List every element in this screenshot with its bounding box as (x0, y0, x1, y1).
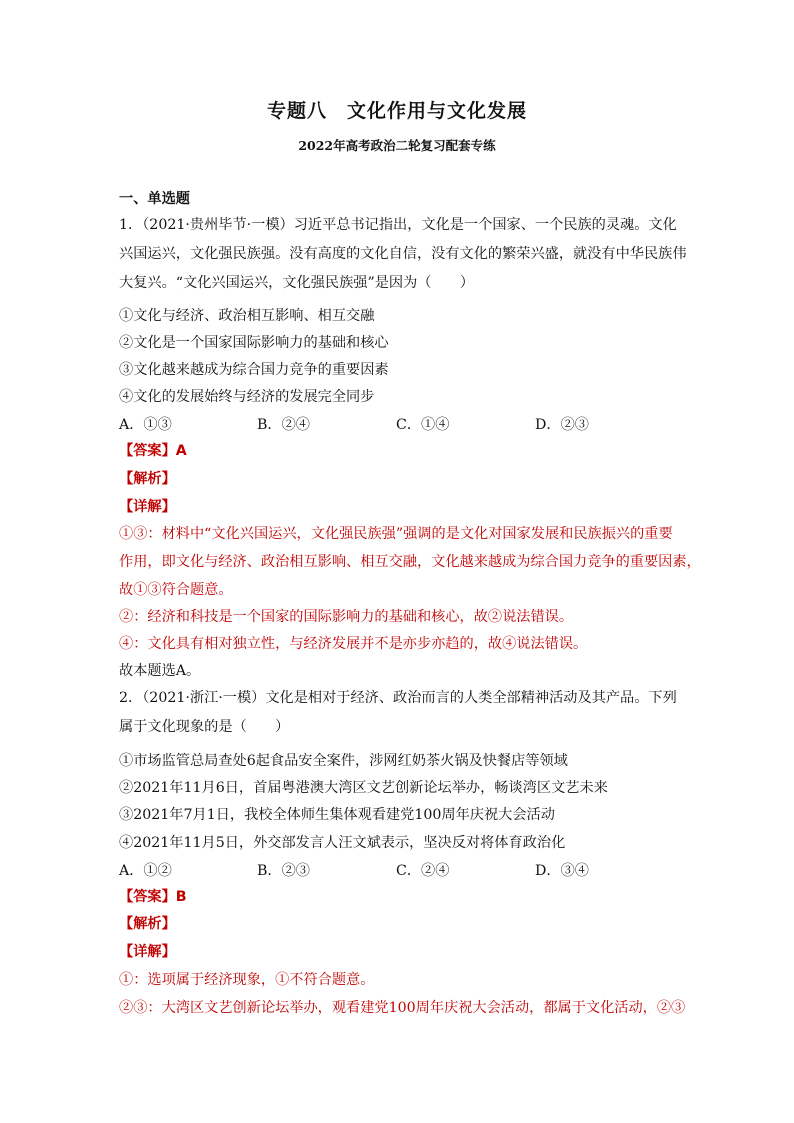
page-title: 专题八 文化作用与文化发展 (266, 100, 527, 122)
q1-stem-line: 大复兴。“文化兴国运兴，文化强民族强”是因为（ ） (119, 275, 475, 291)
q2-detail-label: 【详解】 (119, 944, 176, 960)
q2-stem-line: 2．（2021·浙江·一模）文化是相对于经济、政治而言的人类全部精神活动及其产品。下列 (119, 690, 677, 706)
q2-option-b: B．②③ (257, 863, 310, 879)
q2-option-a: A．①② (119, 863, 172, 879)
q2-detail-line: ①：选项属于经济现象，①不符合题意。 (119, 972, 375, 988)
q1-stem-line: 兴国运兴，文化强民族强。没有高度的文化自信，没有文化的繁荣兴盛，就没有中华民族伟 (119, 246, 687, 262)
page-subtitle: 2022年高考政治二轮复习配套专练 (298, 138, 496, 153)
q2-item: ④2021年11月5日，外交部发言人汪文斌表示，坚决反对将体育政治化 (119, 835, 566, 851)
q2-item: ③2021年7月1日，我校全体师生集体观看建党100周年庆祝大会活动 (119, 807, 555, 823)
q1-item: ④文化的发展始终与经济的发展完全同步 (119, 389, 375, 405)
q1-option-c: C．①④ (396, 417, 450, 433)
q2-stem-line: 属于文化现象的是（ ） (119, 719, 290, 735)
q1-detail-line: 作用，即文化与经济、政治相互影响、相互交融，文化越来越成为综合国力竞争的重要因素， (119, 554, 701, 570)
q2-option-d: D．③④ (535, 863, 589, 879)
q2-item: ①市场监管总局查处6起食品安全案件，涉网红奶茶火锅及快餐店等领域 (119, 753, 568, 769)
q2-analysis-label: 【解析】 (119, 916, 176, 932)
q2-option-c: C．②④ (396, 863, 450, 879)
q1-stem-line: 1．（2021·贵州毕节·一模）习近平总书记指出，文化是一个国家、一个民族的灵魂。文化 (119, 217, 677, 233)
q1-answer: 【答案】A (119, 443, 187, 459)
q1-item: ①文化与经济、政治相互影响、相互交融 (119, 308, 375, 324)
q2-answer: 【答案】B (119, 889, 187, 905)
q1-option-d: D．②③ (535, 417, 589, 433)
q1-detail-line: 故①③符合题意。 (119, 582, 233, 598)
q1-option-b: B．②④ (257, 417, 310, 433)
q1-conclusion: 故本题选A。 (119, 663, 201, 679)
q2-item: ②2021年11月6日，首届粤港澳大湾区文艺创新论坛举办，畅谈湾区文艺未来 (119, 780, 608, 796)
q1-detail-label: 【详解】 (119, 499, 176, 515)
q2-detail-line: ②③：大湾区文艺创新论坛举办，观看建党100周年庆祝大会活动，都属于文化活动，②③ (119, 1000, 686, 1016)
q1-detail-line: ①③：材料中“文化兴国运兴，文化强民族强”强调的是文化对国家发展和民族振兴的重要 (119, 526, 673, 542)
q1-analysis-label: 【解析】 (119, 471, 176, 487)
q1-option-a: A．①③ (119, 417, 172, 433)
q1-detail-line: ②：经济和科技是一个国家的国际影响力的基础和核心，故②说法错误。 (119, 609, 574, 625)
q1-detail-line: ④：文化具有相对独立性，与经济发展并不是亦步亦趋的，故④说法错误。 (119, 636, 588, 652)
q1-item: ③文化越来越成为综合国力竞争的重要因素 (119, 362, 389, 378)
section-heading: 一、单选题 (119, 191, 190, 207)
q1-item: ②文化是一个国家国际影响力的基础和核心 (119, 335, 389, 351)
